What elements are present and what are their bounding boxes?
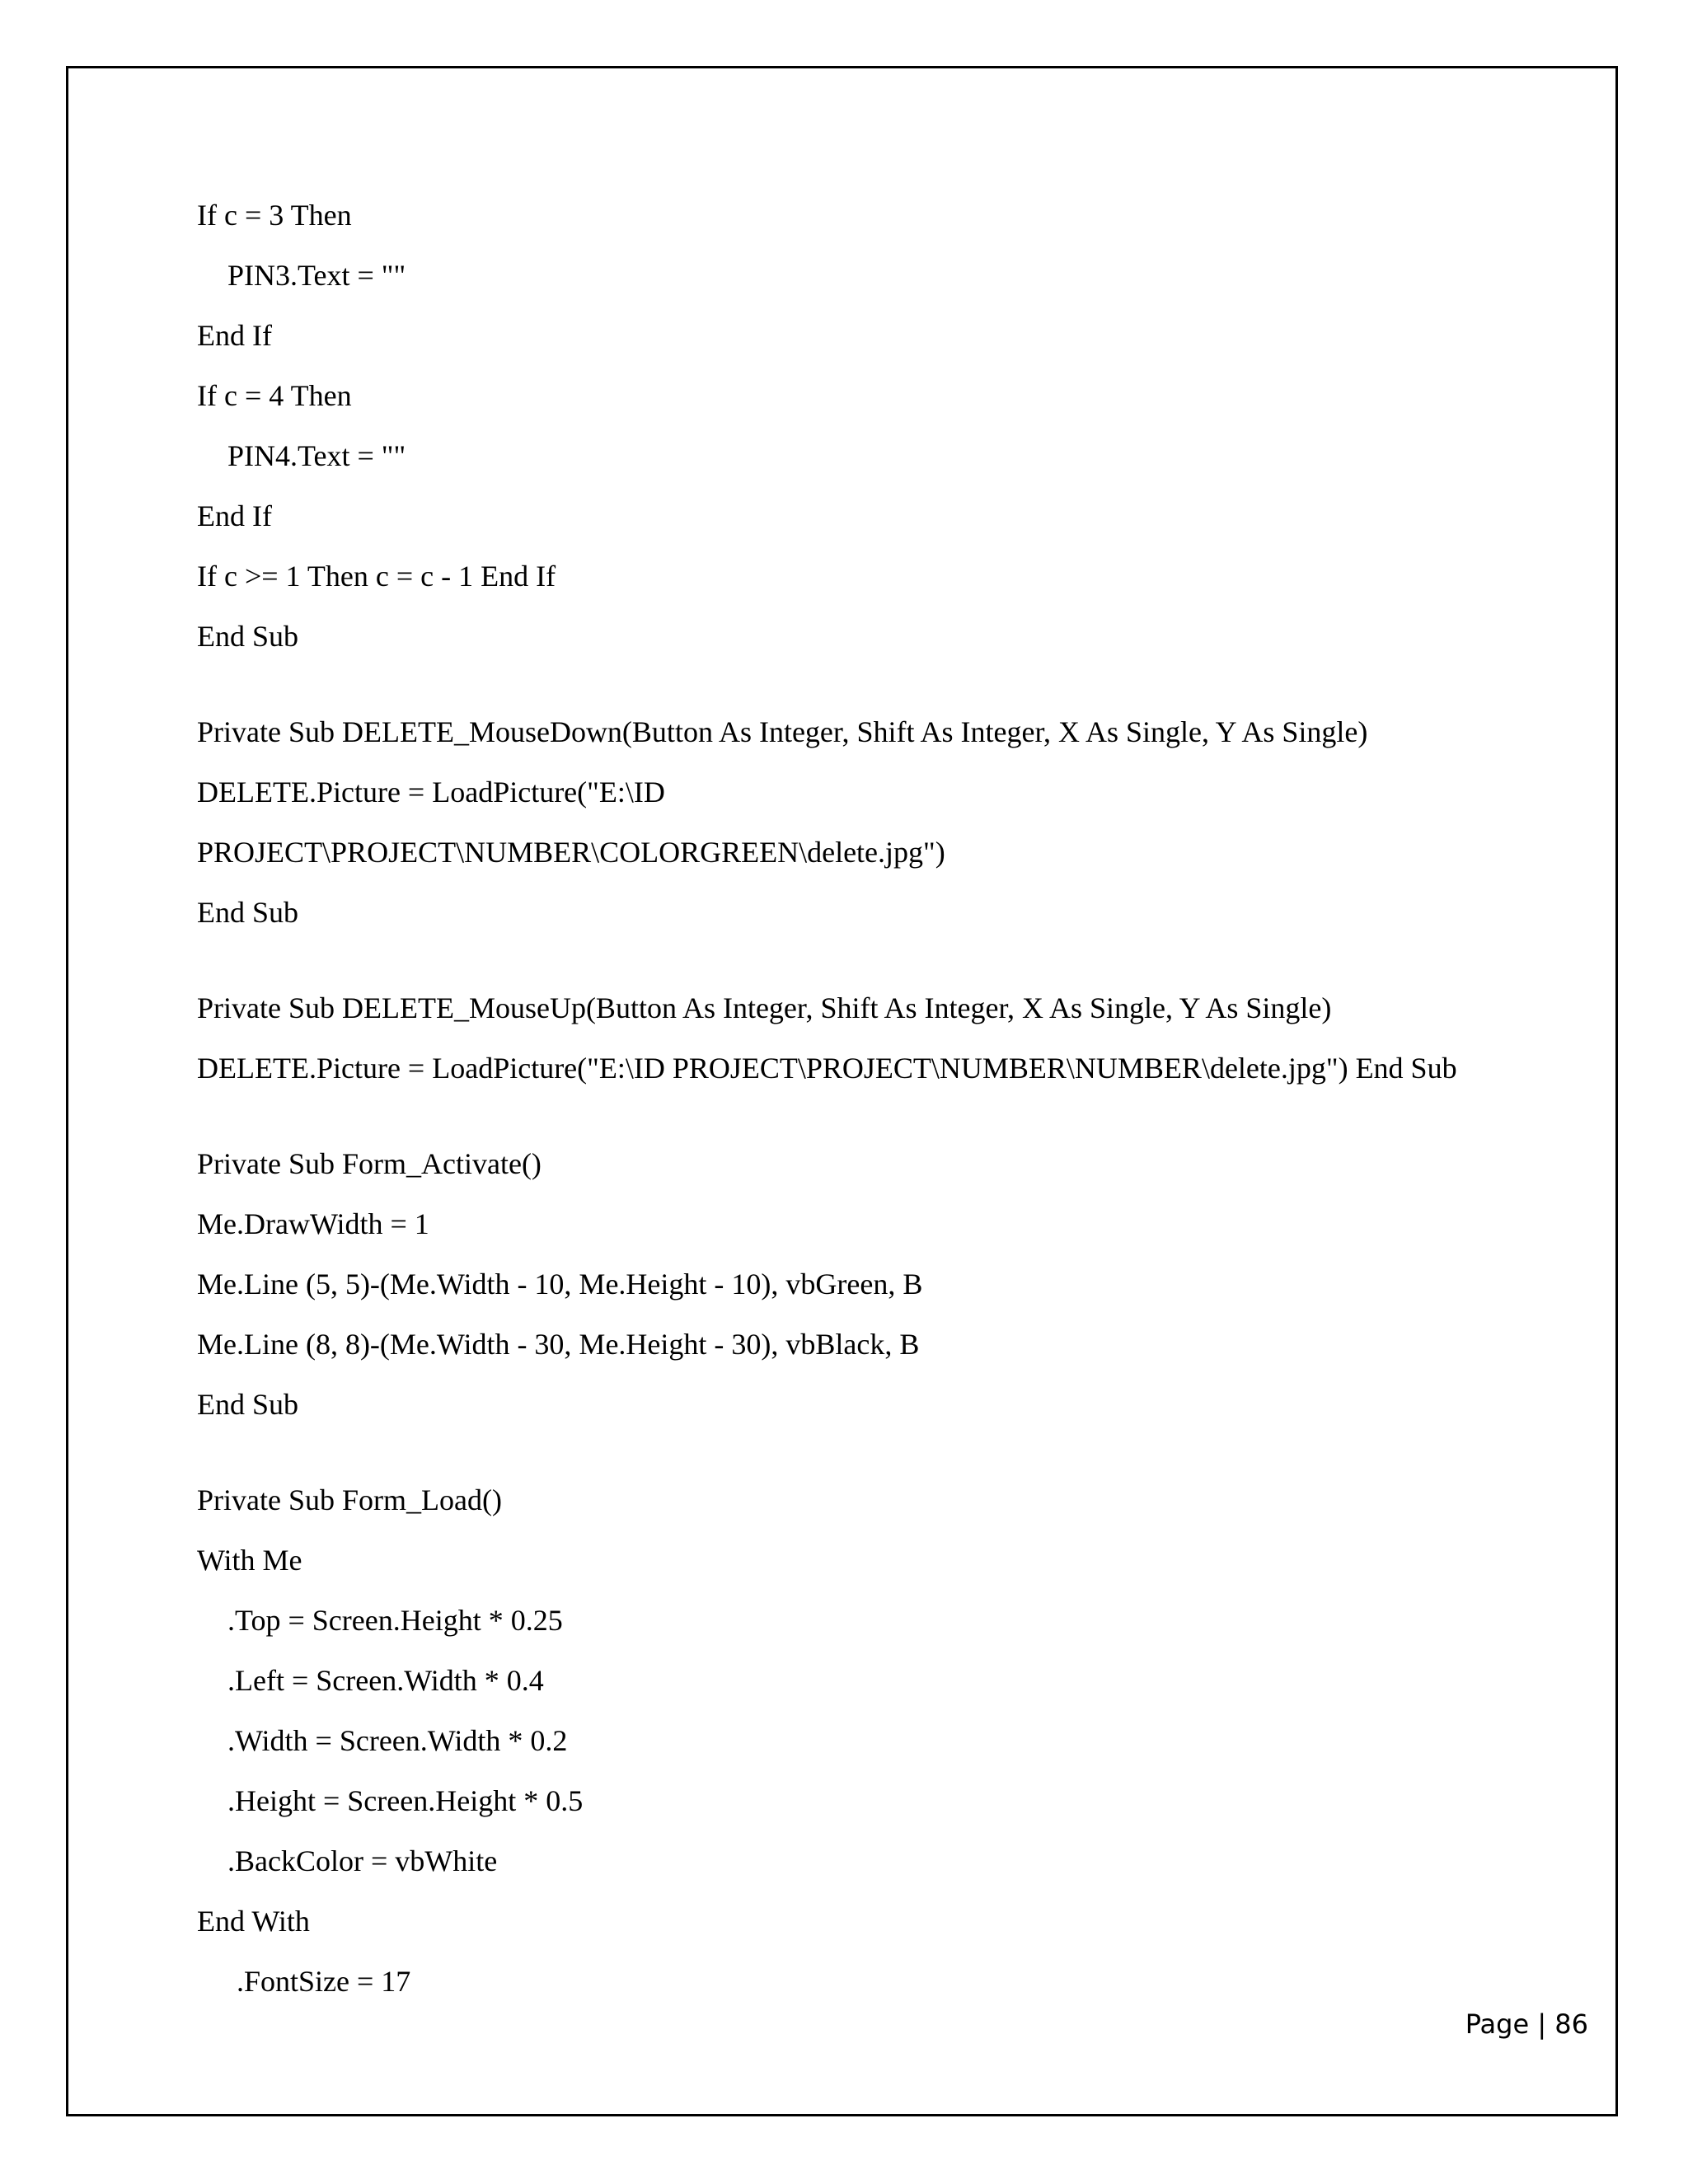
- code-line: If c >= 1 Then c = c - 1 End If: [197, 560, 556, 593]
- code-line: End Sub: [197, 896, 299, 929]
- code-line: .FontSize = 17: [237, 1965, 411, 1998]
- code-line: Private Sub DELETE_MouseUp(Button As Integer, Shift As Integer, X As Single, Y As Single): [197, 991, 1332, 1024]
- code-line: DELETE.Picture = LoadPicture("E:\ID: [197, 776, 665, 808]
- code-line: With Me: [197, 1544, 302, 1577]
- code-line: .Height = Screen.Height * 0.5: [227, 1784, 584, 1817]
- code-line: .Top = Screen.Height * 0.25: [227, 1604, 563, 1637]
- code-line: Private Sub DELETE_MouseDown(Button As Integer, Shift As Integer, X As Single, Y As Single): [197, 715, 1368, 748]
- code-line: PIN4.Text = "": [227, 439, 406, 472]
- code-line: .BackColor = vbWhite: [227, 1844, 498, 1877]
- code-line: If c = 3 Then: [197, 199, 352, 232]
- code-line: PROJECT\PROJECT\NUMBER\COLORGREEN\delete.jpg"): [197, 836, 945, 869]
- code-line: If c = 4 Then: [197, 379, 352, 412]
- code-line: DELETE.Picture = LoadPicture("E:\ID PROJECT\PROJECT\NUMBER\NUMBER\delete.jpg") End Sub: [197, 1052, 1457, 1085]
- code-line: .Width = Screen.Width * 0.2: [227, 1724, 568, 1757]
- code-line: End If: [197, 499, 272, 532]
- code-line: Me.Line (5, 5)-(Me.Width - 10, Me.Height - 10), vbGreen, B: [197, 1268, 923, 1301]
- code-line: End Sub: [197, 620, 299, 653]
- code-line: Private Sub Form_Load(): [197, 1483, 502, 1516]
- page-number: Page | 86: [1465, 2008, 1588, 2040]
- code-line: PIN3.Text = "": [227, 259, 406, 292]
- code-line: End If: [197, 319, 272, 352]
- code-line: .Left = Screen.Width * 0.4: [227, 1664, 544, 1697]
- code-line: Me.Line (8, 8)-(Me.Width - 30, Me.Height - 30), vbBlack, B: [197, 1328, 920, 1361]
- code-line: Private Sub Form_Activate(): [197, 1147, 542, 1180]
- code-line: End With: [197, 1905, 310, 1938]
- code-line: End Sub: [197, 1388, 299, 1421]
- code-line: Me.DrawWidth = 1: [197, 1207, 429, 1240]
